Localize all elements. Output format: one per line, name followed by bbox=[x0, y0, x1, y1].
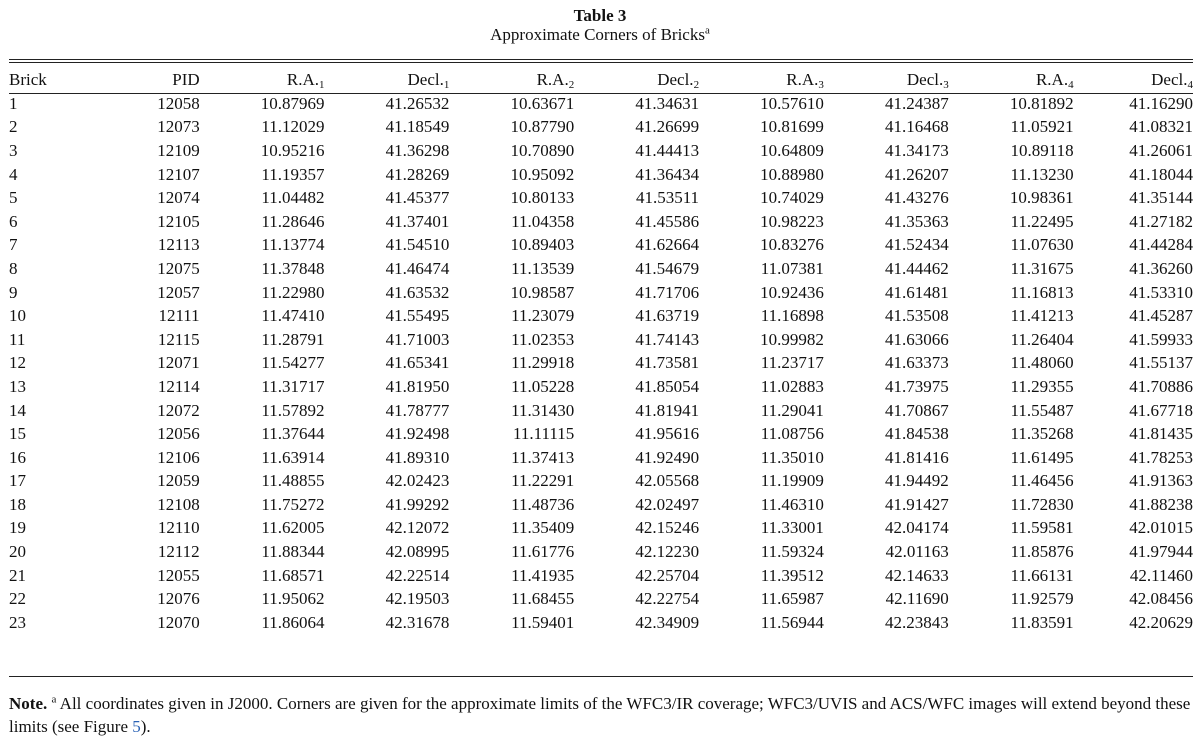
table-cell: 11.35268 bbox=[1010, 424, 1074, 444]
table-cell: 11.95062 bbox=[261, 589, 325, 609]
table-cell: 41.92498 bbox=[385, 424, 450, 444]
table-cell: 41.44284 bbox=[1129, 235, 1193, 255]
table-title bbox=[0, 25, 1200, 45]
table-caption bbox=[0, 0, 1200, 45]
table-row bbox=[9, 116, 1193, 140]
table-cell: 12108 bbox=[157, 494, 200, 514]
column-header bbox=[949, 68, 1074, 92]
table-cell: 11.54277 bbox=[261, 353, 325, 373]
table-cell: 20 bbox=[9, 542, 26, 562]
table-cell: 22 bbox=[9, 589, 26, 609]
table-cell: 11.59324 bbox=[760, 542, 824, 562]
table-cell: 41.62664 bbox=[635, 235, 700, 255]
table-cell: 41.70886 bbox=[1129, 376, 1193, 396]
table-cell: 41.81941 bbox=[635, 400, 700, 420]
table-cell: 12107 bbox=[157, 164, 200, 184]
table-cell: 11.07381 bbox=[760, 258, 824, 278]
table-cell: 1 bbox=[9, 93, 18, 113]
table-row bbox=[9, 92, 1193, 116]
table-cell: 11.68455 bbox=[511, 589, 575, 609]
table-cell: 12105 bbox=[157, 211, 200, 231]
table-cell: 11.16898 bbox=[760, 306, 824, 326]
table-cell: 41.81416 bbox=[885, 447, 949, 467]
table-cell: 41.27182 bbox=[1129, 211, 1193, 231]
table-cell: 11.22291 bbox=[511, 471, 575, 491]
table-cell: 11.35409 bbox=[511, 518, 575, 538]
table-cell: 41.65341 bbox=[385, 353, 450, 373]
column-header-label: R.A. bbox=[536, 70, 569, 89]
table-cell: 41.88238 bbox=[1129, 494, 1193, 514]
table-cell: 41.71706 bbox=[635, 282, 700, 302]
figure-link[interactable]: 5 bbox=[132, 717, 141, 736]
table-cell: 11.85876 bbox=[1010, 542, 1074, 562]
table-cell: 4 bbox=[9, 164, 18, 184]
table-cell: 41.99292 bbox=[385, 494, 450, 514]
table-cell: 41.55137 bbox=[1129, 353, 1193, 373]
column-header bbox=[699, 68, 824, 92]
table-cell: 41.67718 bbox=[1129, 400, 1193, 420]
table-cell: 41.73581 bbox=[635, 353, 700, 373]
table-cell: 41.16290 bbox=[1129, 93, 1193, 113]
table-cell: 12076 bbox=[157, 589, 200, 609]
table-cell: 41.26699 bbox=[635, 117, 700, 137]
table-cell: 11.29918 bbox=[511, 353, 575, 373]
note-text-end: ). bbox=[140, 717, 151, 736]
table-row bbox=[9, 210, 1193, 234]
table-cell: 11.46310 bbox=[760, 494, 824, 514]
table-cell: 41.63373 bbox=[885, 353, 949, 373]
table-cell: 41.34173 bbox=[885, 140, 949, 160]
table-cell: 10.98223 bbox=[760, 211, 824, 231]
table-cell: 6 bbox=[9, 211, 18, 231]
table-row bbox=[9, 446, 1193, 470]
table-cell: 12075 bbox=[157, 258, 200, 278]
table-cell: 41.26061 bbox=[1129, 140, 1193, 160]
table-cell: 11.31675 bbox=[1010, 258, 1074, 278]
table-cell: 12111 bbox=[158, 306, 200, 326]
table-cell: 42.31678 bbox=[385, 612, 450, 632]
table-cell: 11.83591 bbox=[1010, 612, 1074, 632]
table-cell: 11.62005 bbox=[261, 518, 325, 538]
column-header-label: Brick bbox=[9, 70, 47, 89]
table-cell: 12059 bbox=[157, 471, 200, 491]
table-cell: 12110 bbox=[157, 518, 200, 538]
table-number: Table 3 bbox=[573, 6, 627, 25]
table-cell: 11.07630 bbox=[1010, 235, 1074, 255]
table-cell: 11.41935 bbox=[511, 565, 575, 585]
table-cell: 42.01163 bbox=[885, 542, 949, 562]
table-cell: 23 bbox=[9, 612, 26, 632]
table-cell: 16 bbox=[9, 447, 26, 467]
column-header-subscript: 1 bbox=[443, 79, 450, 91]
column-header-subscript: 3 bbox=[943, 79, 949, 91]
table-cell: 10.63671 bbox=[510, 93, 575, 113]
table-cell: 11.57892 bbox=[261, 400, 325, 420]
table-cell: 11 bbox=[9, 329, 26, 349]
table-cell: 10.81892 bbox=[1009, 93, 1074, 113]
table-cell: 12056 bbox=[157, 424, 200, 444]
table-row bbox=[9, 540, 1193, 564]
table-cell: 10.98361 bbox=[1009, 188, 1074, 208]
table-cell: 11.68571 bbox=[261, 565, 325, 585]
table-cell: 12114 bbox=[157, 376, 200, 396]
table-cell: 11.04358 bbox=[511, 211, 575, 231]
table-cell: 41.78777 bbox=[385, 400, 450, 420]
table-cell: 11.65987 bbox=[760, 589, 824, 609]
table-cell: 41.35144 bbox=[1129, 188, 1193, 208]
table-cell: 11.61495 bbox=[1010, 447, 1074, 467]
table-cell: 41.52434 bbox=[885, 235, 949, 255]
table-cell: 11.05228 bbox=[511, 376, 575, 396]
table-cell: 41.37401 bbox=[385, 211, 450, 231]
table-cell: 11.48736 bbox=[511, 494, 575, 514]
table-cell: 42.23843 bbox=[885, 612, 949, 632]
table-cell: 41.97944 bbox=[1129, 542, 1193, 562]
table-cell: 41.18044 bbox=[1129, 164, 1193, 184]
note-footnote-mark: a bbox=[51, 693, 57, 706]
table-row bbox=[9, 163, 1193, 187]
table-cell: 11.31717 bbox=[261, 376, 325, 396]
table-cell: 11.19357 bbox=[261, 164, 325, 184]
table-cell: 12071 bbox=[157, 353, 200, 373]
table-row bbox=[9, 352, 1193, 376]
table-row bbox=[9, 328, 1193, 352]
column-header-label: R.A. bbox=[286, 70, 320, 89]
column-header bbox=[1074, 68, 1193, 92]
top-rule-1 bbox=[9, 59, 1193, 60]
table-cell: 41.53511 bbox=[635, 188, 700, 208]
table-cell: 11.72830 bbox=[1010, 494, 1074, 514]
table-cell: 41.46474 bbox=[385, 258, 450, 278]
table-cell: 11.28646 bbox=[261, 211, 325, 231]
header-row bbox=[9, 68, 1193, 92]
table-cell: 12109 bbox=[157, 140, 200, 160]
table-cell: 41.54510 bbox=[385, 235, 450, 255]
column-header-subscript: 2 bbox=[693, 79, 700, 91]
table-cell: 2 bbox=[9, 117, 18, 137]
column-header bbox=[76, 68, 199, 92]
table-cell: 42.08456 bbox=[1129, 589, 1193, 609]
table-cell: 12055 bbox=[157, 565, 200, 585]
column-header-label: R.A. bbox=[786, 70, 819, 89]
table-cell: 12106 bbox=[157, 447, 200, 467]
table-row bbox=[9, 587, 1193, 611]
table-cell: 15 bbox=[9, 424, 26, 444]
table-note bbox=[9, 692, 1195, 738]
table-cell: 10.87969 bbox=[260, 93, 325, 113]
table-row bbox=[9, 470, 1193, 494]
table-cell: 41.89310 bbox=[385, 447, 450, 467]
table-cell: 10.88980 bbox=[760, 164, 824, 184]
table-cell: 42.12072 bbox=[385, 518, 450, 538]
table-cell: 41.36434 bbox=[635, 164, 700, 184]
table-cell: 12057 bbox=[157, 282, 200, 302]
table-cell: 11.04482 bbox=[261, 188, 325, 208]
table-cell: 41.73975 bbox=[885, 376, 949, 396]
table-cell: 41.08321 bbox=[1129, 117, 1193, 137]
table-cell: 42.11460 bbox=[1129, 565, 1193, 585]
table-cell: 11.41213 bbox=[1010, 306, 1074, 326]
column-header-subscript: 1 bbox=[319, 79, 325, 91]
column-header-subscript: 4 bbox=[1068, 79, 1074, 91]
table-cell: 42.22514 bbox=[385, 565, 450, 585]
table-cell: 10.81699 bbox=[760, 117, 824, 137]
table-cell: 11.92579 bbox=[1010, 589, 1074, 609]
table-cell: 41.95616 bbox=[635, 424, 700, 444]
table-row bbox=[9, 422, 1193, 446]
table-cell: 11.39512 bbox=[760, 565, 824, 585]
table-cell: 12074 bbox=[157, 188, 200, 208]
table-cell: 12115 bbox=[157, 329, 200, 349]
table-cell: 11.46456 bbox=[1010, 471, 1074, 491]
table-cell: 12073 bbox=[157, 117, 200, 137]
column-header bbox=[200, 68, 325, 92]
table-cell: 10.89403 bbox=[510, 235, 575, 255]
table-cell: 17 bbox=[9, 471, 26, 491]
table-cell: 10.83276 bbox=[760, 235, 824, 255]
table-cell: 41.53310 bbox=[1129, 282, 1193, 302]
table-cell: 13 bbox=[9, 376, 26, 396]
table-cell: 11.31430 bbox=[511, 400, 575, 420]
table-cell: 42.14633 bbox=[885, 565, 949, 585]
table-cell: 12070 bbox=[157, 612, 200, 632]
table-row bbox=[9, 375, 1193, 399]
table-cell: 42.01015 bbox=[1129, 518, 1193, 538]
column-header-label: Decl. bbox=[407, 70, 444, 89]
table-row bbox=[9, 281, 1193, 305]
table-cell: 11.11115 bbox=[512, 424, 575, 444]
table-cell: 41.92490 bbox=[635, 447, 700, 467]
column-header bbox=[449, 68, 574, 92]
table-cell: 11.59581 bbox=[1010, 518, 1074, 538]
table-cell: 12058 bbox=[157, 93, 200, 113]
table-cell: 10 bbox=[9, 306, 26, 326]
table-cell: 12112 bbox=[157, 542, 200, 562]
table-cell: 11.59401 bbox=[511, 612, 575, 632]
table-cell: 11.13539 bbox=[511, 258, 575, 278]
table-cell: 10.57610 bbox=[760, 93, 824, 113]
table-cell: 11.08756 bbox=[760, 424, 824, 444]
table-cell: 41.34631 bbox=[635, 93, 700, 113]
table-cell: 42.22754 bbox=[635, 589, 700, 609]
table-cell: 21 bbox=[9, 565, 26, 585]
table-row bbox=[9, 517, 1193, 541]
table-cell: 42.05568 bbox=[635, 471, 700, 491]
table-cell: 41.16468 bbox=[885, 117, 949, 137]
table-cell: 11.66131 bbox=[1010, 565, 1074, 585]
table-cell: 10.64809 bbox=[760, 140, 824, 160]
table-cell: 41.84538 bbox=[885, 424, 949, 444]
table-cell: 11.33001 bbox=[760, 518, 824, 538]
column-header-label: Decl. bbox=[657, 70, 694, 89]
table-cell: 11.22980 bbox=[261, 282, 325, 302]
column-header bbox=[574, 68, 699, 92]
table-cell: 42.25704 bbox=[635, 565, 700, 585]
table-cell: 11.16813 bbox=[1010, 282, 1074, 302]
table-cell: 42.08995 bbox=[385, 542, 450, 562]
table-cell: 11.22495 bbox=[1010, 211, 1074, 231]
table-cell: 41.36260 bbox=[1129, 258, 1193, 278]
table-cell: 41.18549 bbox=[385, 117, 450, 137]
table-cell: 41.26207 bbox=[885, 164, 949, 184]
table-cell: 11.37644 bbox=[261, 424, 325, 444]
table-cell: 11.29355 bbox=[1010, 376, 1074, 396]
table-cell: 11.28791 bbox=[261, 329, 325, 349]
table-cell: 11.02353 bbox=[511, 329, 575, 349]
table-cell: 41.44462 bbox=[885, 258, 949, 278]
table-cell: 41.43276 bbox=[885, 188, 949, 208]
table-cell: 11.23717 bbox=[760, 353, 824, 373]
table-row bbox=[9, 304, 1193, 328]
table-cell: 11.37413 bbox=[511, 447, 575, 467]
table-cell: 10.95092 bbox=[510, 164, 575, 184]
table-cell: 41.54679 bbox=[635, 258, 700, 278]
table-cell: 41.44413 bbox=[635, 140, 700, 160]
table-cell: 41.63719 bbox=[635, 306, 700, 326]
table-cell: 11.86064 bbox=[261, 612, 325, 632]
table-cell: 11.35010 bbox=[760, 447, 824, 467]
table-cell: 11.37848 bbox=[261, 258, 325, 278]
table-cell: 11.26404 bbox=[1010, 329, 1074, 349]
table-cell: 11.12029 bbox=[261, 117, 325, 137]
table-row bbox=[9, 257, 1193, 281]
table-cell: 10.89118 bbox=[1010, 140, 1074, 160]
bottom-rule bbox=[9, 676, 1193, 677]
top-rule-2 bbox=[9, 62, 1193, 63]
column-header-subscript: 3 bbox=[818, 79, 824, 91]
table-cell: 41.91363 bbox=[1129, 471, 1193, 491]
table-cell: 11.19909 bbox=[760, 471, 824, 491]
table-cell: 10.92436 bbox=[760, 282, 824, 302]
table-cell: 10.74029 bbox=[760, 188, 824, 208]
table-cell: 11.63914 bbox=[261, 447, 325, 467]
table-cell: 41.45586 bbox=[635, 211, 700, 231]
table-cell: 41.78253 bbox=[1129, 447, 1193, 467]
table-cell: 41.55495 bbox=[385, 306, 450, 326]
table-row bbox=[9, 611, 1193, 635]
table-row bbox=[9, 564, 1193, 588]
table-cell: 11.61776 bbox=[511, 542, 575, 562]
table-cell: 8 bbox=[9, 258, 18, 278]
table-cell: 41.24387 bbox=[885, 93, 949, 113]
note-label: Note. bbox=[9, 694, 48, 713]
table-cell: 11.47410 bbox=[261, 306, 325, 326]
table-cell: 18 bbox=[9, 494, 26, 514]
table-cell: 11.29041 bbox=[760, 400, 824, 420]
table-cell: 12072 bbox=[157, 400, 200, 420]
table-cell: 11.55487 bbox=[1010, 400, 1074, 420]
table-cell: 41.63532 bbox=[385, 282, 450, 302]
table-cell: 9 bbox=[9, 282, 18, 302]
table-cell: 11.05921 bbox=[1010, 117, 1074, 137]
column-header-subscript: 2 bbox=[568, 79, 575, 91]
table-cell: 41.35363 bbox=[885, 211, 949, 231]
table-cell: 42.19503 bbox=[385, 589, 450, 609]
table-row bbox=[9, 139, 1193, 163]
column-header-label: PID bbox=[172, 70, 200, 89]
table-cell: 41.71003 bbox=[385, 329, 450, 349]
table-cell: 10.98587 bbox=[510, 282, 575, 302]
table-cell: 10.99982 bbox=[760, 329, 824, 349]
table-cell: 11.23079 bbox=[511, 306, 575, 326]
table-cell: 19 bbox=[9, 518, 26, 538]
table-cell: 41.74143 bbox=[635, 329, 700, 349]
column-header-label: Decl. bbox=[906, 70, 944, 89]
table-cell: 41.28269 bbox=[385, 164, 450, 184]
table-cell: 14 bbox=[9, 400, 26, 420]
table-cell: 41.94492 bbox=[885, 471, 949, 491]
note-text: All coordinates given in J2000. Corners are given for the approximate limits of the WFC3/IR coverage; WFC3/UVIS and ACS/WFC images will extend beyond these limits (see Figure bbox=[9, 694, 1191, 736]
bricks-table bbox=[9, 68, 1193, 635]
table-cell: 41.81435 bbox=[1129, 424, 1193, 444]
column-header-label: R.A. bbox=[1035, 70, 1069, 89]
table-cell: 41.61481 bbox=[885, 282, 949, 302]
table-cell: 11.88344 bbox=[261, 542, 325, 562]
table-cell: 42.11690 bbox=[885, 589, 949, 609]
table-cell: 11.02883 bbox=[760, 376, 824, 396]
table-cell: 42.04174 bbox=[885, 518, 949, 538]
table-cell: 10.70890 bbox=[510, 140, 575, 160]
table-cell: 42.15246 bbox=[635, 518, 700, 538]
table-cell: 42.34909 bbox=[635, 612, 700, 632]
table-body bbox=[9, 92, 1193, 635]
table-cell: 42.12230 bbox=[635, 542, 700, 562]
table-cell: 41.45287 bbox=[1129, 306, 1193, 326]
table-cell: 41.63066 bbox=[885, 329, 949, 349]
column-header-subscript: 4 bbox=[1187, 79, 1193, 91]
table-cell: 41.53508 bbox=[885, 306, 949, 326]
table-cell: 11.48855 bbox=[261, 471, 325, 491]
table-cell: 41.45377 bbox=[385, 188, 450, 208]
table-row bbox=[9, 234, 1193, 258]
table-cell: 3 bbox=[9, 140, 18, 160]
table-cell: 10.87790 bbox=[510, 117, 575, 137]
table-cell: 41.91427 bbox=[885, 494, 949, 514]
table-row bbox=[9, 186, 1193, 210]
column-header-label: Decl. bbox=[1151, 70, 1188, 89]
column-header bbox=[9, 68, 76, 92]
table-cell: 11.48060 bbox=[1010, 353, 1074, 373]
table-cell: 10.95216 bbox=[260, 140, 325, 160]
table-title-text: Approximate Corners of Bricks bbox=[490, 25, 705, 44]
table-cell: 5 bbox=[9, 188, 18, 208]
table-cell: 42.02423 bbox=[385, 471, 450, 491]
table-cell: 11.13230 bbox=[1010, 164, 1074, 184]
table-title-footnote-mark: a bbox=[704, 24, 710, 37]
table-cell: 12113 bbox=[157, 235, 200, 255]
table-cell: 41.36298 bbox=[385, 140, 450, 160]
table-cell: 10.80133 bbox=[510, 188, 575, 208]
table-cell: 41.59933 bbox=[1129, 329, 1193, 349]
table-cell: 41.26532 bbox=[385, 93, 450, 113]
table-cell: 41.85054 bbox=[635, 376, 700, 396]
table-row bbox=[9, 399, 1193, 423]
table-cell: 12 bbox=[9, 353, 26, 373]
table-cell: 41.81950 bbox=[385, 376, 450, 396]
table-cell: 7 bbox=[9, 235, 18, 255]
table-cell: 41.70867 bbox=[885, 400, 949, 420]
table-cell: 42.02497 bbox=[635, 494, 700, 514]
table-row bbox=[9, 493, 1193, 517]
table-cell: 11.75272 bbox=[261, 494, 325, 514]
table-cell: 42.20629 bbox=[1129, 612, 1193, 632]
table-cell: 11.56944 bbox=[760, 612, 824, 632]
table-cell: 11.13774 bbox=[261, 235, 325, 255]
column-header bbox=[325, 68, 450, 92]
column-header bbox=[824, 68, 949, 92]
